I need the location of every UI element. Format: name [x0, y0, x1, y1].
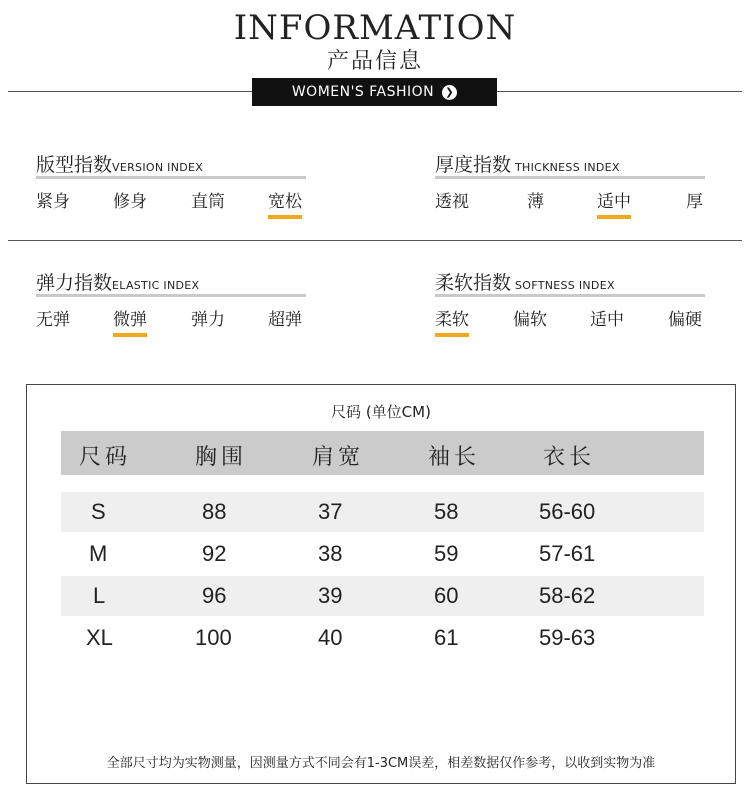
elastic-index-label-en: ELASTIC INDEX [112, 279, 200, 292]
table-cell: 60 [434, 583, 459, 608]
table-cell: 100 [195, 625, 232, 650]
elastic-index-label-cn: 弹力指数 [36, 272, 113, 294]
index-option: 偏软 [513, 310, 547, 330]
header-chest: 胸围 [195, 445, 248, 470]
elastic-index [36, 268, 306, 330]
index-bar [435, 294, 705, 297]
index-option: 透视 [435, 192, 469, 212]
index-option: 超弹 [268, 310, 302, 330]
table-cell: M [89, 541, 108, 566]
index-option: 直筒 [191, 192, 225, 212]
thickness-index [435, 150, 705, 212]
table-cell: 96 [202, 583, 227, 608]
header-sleeve: 袖长 [428, 445, 481, 470]
information-title: INFORMATION [233, 8, 517, 48]
womens-fashion-banner [252, 78, 497, 106]
table-cell: 92 [202, 541, 227, 566]
table-cell: 61 [434, 625, 459, 650]
table-cell: 39 [318, 583, 343, 608]
version-index-label-en: VERSION INDEX [112, 161, 204, 174]
table-cell: S [91, 499, 106, 524]
index-bar [36, 294, 306, 297]
row-shade [61, 576, 704, 616]
index-option: 厚 [686, 192, 703, 212]
index-option-selected: 柔软 [435, 305, 469, 330]
index-option: 弹力 [191, 310, 225, 330]
row-shade [61, 492, 704, 532]
softness-index-label-en: SOFTNESS INDEX [515, 279, 615, 292]
index-option: 紧身 [36, 192, 70, 212]
table-cell: 58-62 [539, 583, 596, 608]
index-option: 偏硬 [668, 310, 702, 330]
index-option-selected: 宽松 [268, 187, 302, 212]
table-cell: 40 [318, 625, 343, 650]
table-cell: 59 [434, 541, 459, 566]
index-option: 适中 [590, 310, 624, 330]
index-option: 修身 [113, 192, 147, 212]
softness-index-label-cn: 柔软指数 [435, 272, 512, 294]
table-cell: L [93, 583, 106, 608]
table-cell: 56-60 [539, 499, 596, 524]
product-info-title: 产品信息 [326, 49, 423, 74]
table-cell: 88 [202, 499, 227, 524]
header-size: 尺码 [79, 445, 132, 470]
measurement-note: 全部尺寸均为实物测量，因测量方式不同会有1-3CM误差，相差数据仅作参考，以收到实物为准 [106, 756, 656, 771]
thickness-index-label-cn: 厚度指数 [435, 154, 512, 176]
table-cell: 37 [318, 499, 343, 524]
header-length: 衣长 [543, 445, 596, 470]
version-index-label-cn: 版型指数 [36, 154, 113, 176]
index-bar [36, 176, 306, 179]
table-cell: 59-63 [539, 625, 596, 650]
header-shoulder: 肩宽 [312, 445, 365, 470]
index-bar [435, 176, 705, 179]
size-table-header [61, 431, 704, 475]
size-chart [26, 384, 736, 784]
index-option-selected: 适中 [597, 187, 631, 212]
table-cell: 58 [434, 499, 459, 524]
index-option: 薄 [527, 192, 544, 212]
banner-label: WOMEN'S FASHION [291, 84, 435, 100]
size-chart-title: 尺码 (单位CM) [331, 403, 431, 421]
index-option-selected: 微弹 [113, 305, 147, 330]
table-cell: 57-61 [539, 541, 596, 566]
thickness-index-label-en: THICKNESS INDEX [515, 161, 620, 174]
table-cell: XL [86, 625, 113, 650]
section-divider [8, 240, 742, 241]
version-index [36, 150, 306, 212]
chevron-right-circle-icon: ❯ [442, 85, 457, 100]
index-option: 无弹 [36, 310, 70, 330]
table-cell: 38 [318, 541, 343, 566]
softness-index [435, 268, 705, 330]
